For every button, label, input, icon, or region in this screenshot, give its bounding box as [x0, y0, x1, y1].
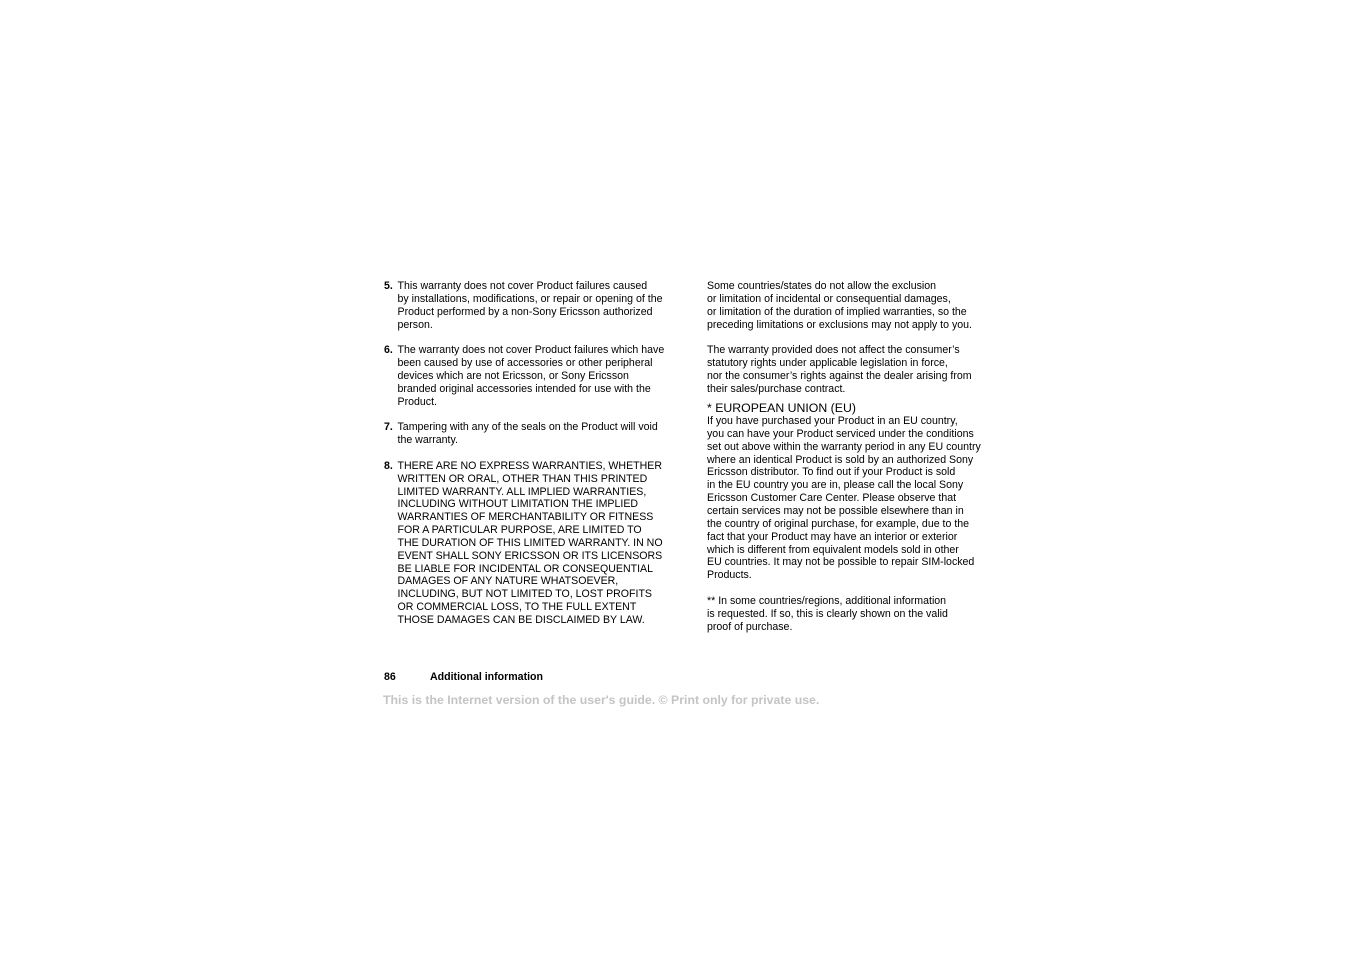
item-text-line: INCLUDING, BUT NOT LIMITED TO, LOST PROFITS [397, 588, 652, 601]
exclusion-paragraph [707, 280, 997, 331]
footnote-paragraph [707, 595, 997, 634]
item-text-line: BE LIABLE FOR INCIDENTAL OR CONSEQUENTIAL [397, 562, 653, 575]
item-number: 5. [384, 280, 393, 292]
item-text-line: Tampering with any of the seals on the Product will void [397, 421, 658, 434]
warranty-item-6 [384, 344, 684, 408]
paragraph-line: preceding limitations or exclusions may not apply to you. [707, 318, 972, 331]
section-title: Additional information [430, 671, 543, 683]
item-text-line: the warranty. [397, 434, 458, 447]
paragraph-line: Ericsson Customer Care Center. Please observe that [707, 492, 957, 505]
item-text-line: The warranty does not cover Product failures which have [397, 344, 665, 357]
item-number: 6. [384, 344, 393, 357]
paragraph-line: in the EU country you are in, please call the local Sony [707, 479, 964, 492]
item-text-line: been caused by use of accessories or other peripheral [397, 357, 653, 370]
warranty-item-5 [384, 280, 684, 331]
paragraph-line: The warranty provided does not affect the consumer’s [707, 344, 960, 357]
item-text-line: THERE ARE NO EXPRESS WARRANTIES, WHETHER [397, 459, 662, 472]
paragraph-line: certain services may not be possible elsewhere than in [707, 505, 964, 517]
warranty-item-8 [384, 460, 684, 627]
item-number: 7. [384, 421, 393, 434]
item-text-line: by installations, modifications, or repair or opening of the [397, 292, 663, 305]
item-text-line: FOR A PARTICULAR PURPOSE, ARE LIMITED TO [397, 524, 642, 537]
paragraph-line: which is different from equivalent models sold in other [707, 543, 959, 556]
item-text-line: devices which are not Ericsson, or Sony Ericsson [397, 369, 629, 382]
item-text-line: WARRANTIES OF MERCHANTABILITY OR FITNESS [397, 511, 654, 524]
watermark-notice: This is the Internet version of the user's guide. © Print only for private use. [383, 693, 820, 707]
warranty-item-7 [384, 421, 684, 447]
item-text-line: THE DURATION OF THIS LIMITED WARRANTY. IN NO [397, 536, 663, 549]
eu-heading: * EUROPEAN UNION (EU) [707, 400, 856, 415]
item-number: 8. [384, 459, 393, 472]
paragraph-line: is requested. If so, this is clearly shown on the valid [707, 607, 948, 620]
paragraph-line: nor the consumer’s rights against the dealer arising from [707, 369, 972, 382]
paragraph-line: If you have purchased your Product in an EU country, [707, 415, 958, 428]
paragraph-line: Ericsson distributor. To find out if your Product is sold [707, 466, 956, 479]
paragraph-line: statutory rights under applicable legislation in force, [707, 357, 948, 370]
item-text-line: Product performed by a non-Sony Ericsson authorized [397, 305, 653, 318]
paragraph-line: Some countries/states do not allow the exclusion [707, 280, 937, 292]
paragraph-line: where an identical Product is sold by an authorized Sony [707, 453, 974, 466]
paragraph-line: or limitation of the duration of implied warranties, so the [707, 305, 967, 318]
paragraph-line: Products. [707, 569, 752, 582]
item-text-line: EVENT SHALL SONY ERICSSON OR ITS LICENSORS [397, 549, 663, 562]
paragraph-line: you can have your Product serviced under the conditions [707, 427, 974, 440]
item-text-line: INCLUDING WITHOUT LIMITATION THE IMPLIED [397, 498, 639, 511]
item-text-line: THOSE DAMAGES CAN BE DISCLAIMED BY LAW. [397, 613, 645, 626]
paragraph-line: ** In some countries/regions, additional information [707, 594, 947, 607]
paragraph-line: fact that your Product may have an interior or exterior [707, 530, 958, 543]
paragraph-line: proof of purchase. [707, 620, 793, 633]
item-text-line: branded original accessories intended for use with the [397, 382, 651, 395]
page-footer [384, 671, 543, 684]
paragraph-line: EU countries. It may not be possible to repair SIM-locked [707, 556, 975, 569]
item-text-line: This warranty does not cover Product failures caused [397, 280, 648, 292]
item-text-line: person. [397, 318, 433, 331]
paragraph-line: the country of original purchase, for example, due to the [707, 517, 970, 530]
item-text-line: LIMITED WARRANTY. ALL IMPLIED WARRANTIES, [397, 485, 647, 498]
paragraph-line: or limitation of incidental or consequential damages, [707, 292, 951, 305]
statutory-rights-paragraph [707, 344, 997, 395]
right-column [707, 280, 997, 646]
item-text-line: Product. [397, 395, 437, 408]
left-column [384, 280, 684, 640]
eu-paragraph [707, 415, 997, 582]
paragraph-line: their sales/purchase contract. [707, 382, 846, 395]
item-text-line: OR COMMERCIAL LOSS, TO THE FULL EXTENT [397, 601, 637, 614]
page-number: 86 [384, 671, 396, 683]
paragraph-line: set out above within the warranty period in any EU country [707, 440, 981, 453]
item-text-line: DAMAGES OF ANY NATURE WHATSOEVER, [397, 575, 619, 588]
item-text-line: WRITTEN OR ORAL, OTHER THAN THIS PRINTED [397, 472, 648, 485]
